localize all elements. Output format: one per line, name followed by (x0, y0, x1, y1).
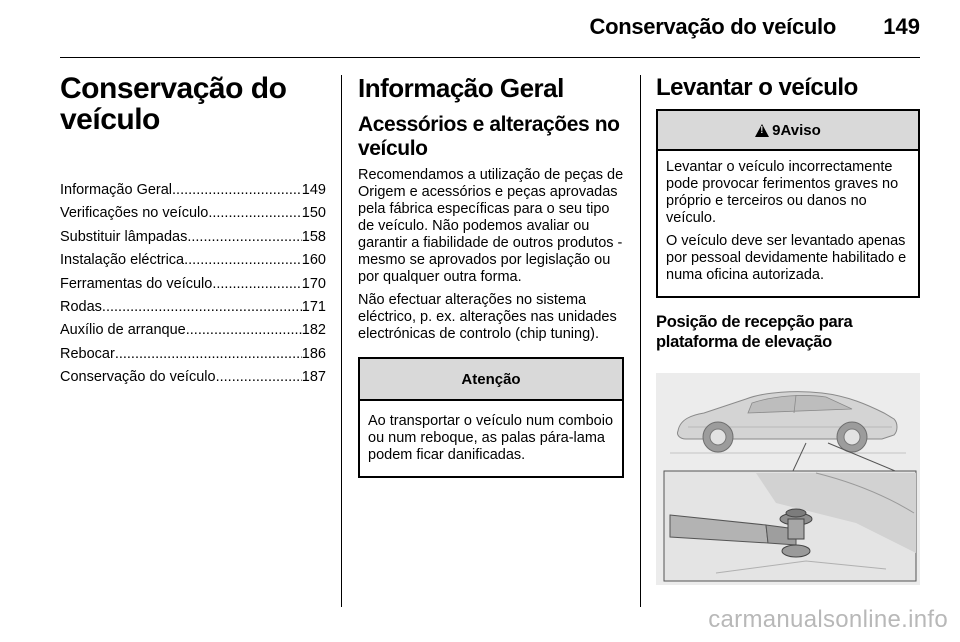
rear-wheel (837, 422, 867, 452)
watermark: carmanualsonline.info (708, 606, 948, 633)
caution-title: Atenção (360, 359, 622, 401)
warning-header (658, 111, 918, 151)
section-heading: Informação Geral (358, 73, 564, 103)
section-heading: Levantar o veículo (656, 74, 858, 101)
caution-text: Ao transportar o veículo num comboio ou num reboque, as palas pára-lama podem ficar danificadas. (368, 413, 614, 463)
subsection-heading: Posição de recepção para plataforma de elevação (656, 313, 853, 351)
toc-item[interactable]: Informação Geral ..... 149 (60, 179, 326, 202)
toc-item[interactable]: Ferramentas do veículo ..... 170 (60, 273, 326, 296)
warning-title: Aviso (780, 121, 821, 139)
lift-position-illustration (656, 373, 920, 585)
page-number: 149 (883, 14, 920, 39)
warning-box (656, 109, 920, 298)
warning-text: O veículo deve ser levantado apenas por pessoal devidamente habilitado e numa oficina autorizada. (666, 233, 907, 283)
caution-box (358, 357, 624, 478)
toc-item[interactable]: Auxílio de arranque ..... 182 (60, 319, 326, 342)
toc-item[interactable]: Conservação do veículo ..... 187 (60, 366, 326, 389)
warning-text: Levantar o veículo incorrectamente pode provocar ferimentos graves no próprio e terceiros ou danos no veículo. (666, 159, 899, 226)
toc-item[interactable]: Substituir lâmpadas ..... 158 (60, 226, 326, 249)
body-paragraph: Recomendamos a utilização de peças de Origem e acessórios e peças aprovadas pela fábrica específicas para o seu tipo de veículo. Não podemos avaliar ou garantir a fiabilidade de outros produtos - mesmo se aprovados por legislação ou por qualquer outra forma. (358, 167, 624, 285)
body-paragraph: Não efectuar alterações no sistema eléctrico, p. ex. alterações nas unidades electrónicas de controlo (chip tuning). (358, 292, 617, 342)
table-of-contents (60, 179, 326, 390)
toc-item[interactable]: Rebocar ..... 186 (60, 343, 326, 366)
chapter-heading: Conservação do veículo (60, 72, 287, 136)
subsection-heading: Acessórios e alterações no veículo (358, 113, 620, 160)
header-rule (60, 57, 920, 58)
warning-symbol-code: 9 (772, 121, 781, 139)
car-lift-drawing (656, 373, 920, 585)
toc-item[interactable]: Verificações no veículo ..... 150 (60, 202, 326, 225)
front-wheel (703, 422, 733, 452)
lifting-column (656, 73, 920, 352)
warning-triangle-icon (755, 124, 769, 137)
toc-item[interactable]: Rodas ..... 171 (60, 296, 326, 319)
column-divider-1 (341, 75, 342, 607)
toc-item[interactable]: Instalação eléctrica ..... 160 (60, 249, 326, 272)
header-title: Conservação do veículo (589, 14, 836, 39)
chapter-column (60, 73, 326, 390)
column-divider-2 (640, 75, 641, 607)
general-info-column (358, 73, 624, 478)
